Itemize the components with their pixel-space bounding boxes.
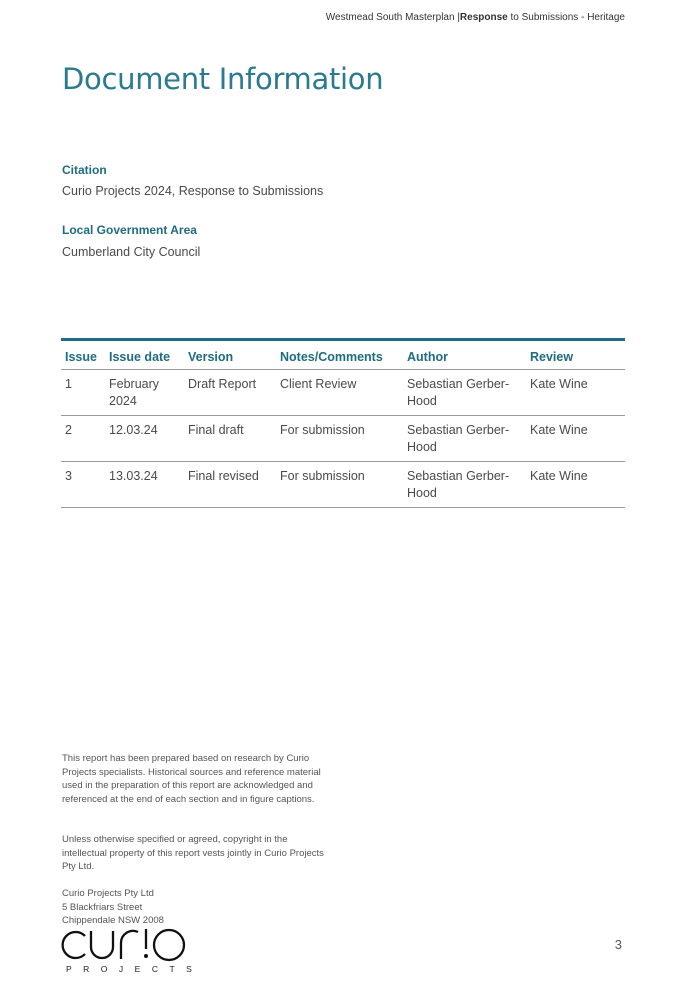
header-bold: Response [459, 12, 508, 23]
cell-issue-date: 13.03.24 [105, 462, 184, 508]
citation-value: Curio Projects 2024, Response to Submissions [62, 184, 324, 198]
cell-issue-date: February 2024 [105, 370, 184, 416]
table-header-row [61, 340, 625, 370]
table-row [61, 416, 625, 462]
cell-issue: 1 [61, 370, 105, 416]
header-prefix: Westmead South Masterplan | [325, 12, 460, 23]
cell-version: Draft Report [184, 370, 276, 416]
cell-notes: Client Review [276, 370, 403, 416]
copyright-note [62, 833, 324, 874]
cell-notes: For submission [276, 416, 403, 462]
column-header-author: Author [403, 340, 526, 370]
lga-value: Cumberland City Council [62, 245, 201, 259]
column-header-version: Version [184, 340, 276, 370]
page-title: Document Information [62, 62, 384, 96]
cell-review: Kate Wine [526, 416, 625, 462]
research-note [62, 752, 324, 806]
column-header-issue-date: Issue date [105, 340, 184, 370]
logo-subtext: PROJECTS [66, 964, 204, 974]
copyright-note-text: Unless otherwise specified or agreed, copyright in the intellectual property of this report vests jointly in Curio Projects Pty Ltd. [62, 834, 324, 872]
research-note-text: This report has been prepared based on research by Curio Projects specialists. Historical sources and reference material used in the preparation of this report are acknowledged and referenced at the end of each section and in figure captions. [62, 753, 321, 805]
cell-issue: 3 [61, 462, 105, 508]
column-header-issue: Issue [61, 340, 105, 370]
table-row [61, 462, 625, 508]
cell-author: Sebastian Gerber-Hood [403, 370, 526, 416]
address-line: Chippendale NSW 2008 [62, 915, 164, 926]
curio-logo [60, 925, 190, 963]
page-number: 3 [614, 937, 622, 952]
address-block [62, 887, 324, 928]
header-suffix: to Submissions - Heritage [507, 12, 625, 23]
document-info-table [61, 338, 625, 508]
cell-issue-date: 12.03.24 [105, 416, 184, 462]
table-row [61, 370, 625, 416]
cell-author: Sebastian Gerber-Hood [403, 416, 526, 462]
column-header-review: Review [526, 340, 625, 370]
cell-notes: For submission [276, 462, 403, 508]
cell-issue: 2 [61, 416, 105, 462]
cell-version: Final draft [184, 416, 276, 462]
cell-review: Kate Wine [526, 462, 625, 508]
cell-author: Sebastian Gerber-Hood [403, 462, 526, 508]
running-header [326, 12, 625, 23]
lga-label: Local Government Area [62, 223, 197, 237]
address-line: Curio Projects Pty Ltd [62, 888, 154, 899]
citation-label: Citation [62, 163, 107, 177]
cell-version: Final revised [184, 462, 276, 508]
address-line: 5 Blackfriars Street [62, 901, 143, 913]
cell-review: Kate Wine [526, 370, 625, 416]
column-header-notes: Notes/Comments [276, 340, 403, 370]
